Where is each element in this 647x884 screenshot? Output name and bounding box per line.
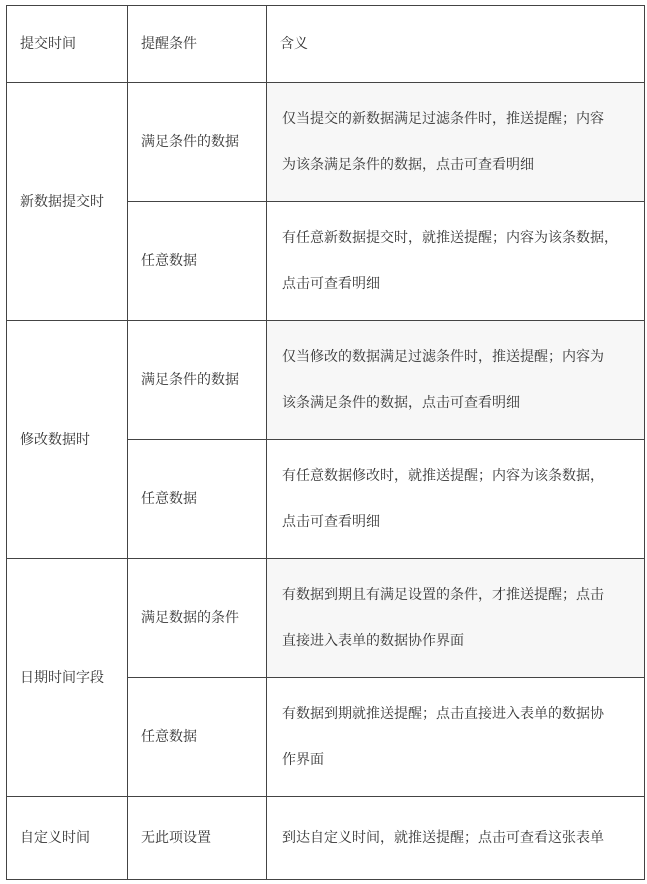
condition-cell: 任意数据: [128, 202, 267, 321]
condition-cell: 满足条件的数据: [128, 83, 267, 202]
table-header-row: [7, 6, 645, 83]
header-submit-time: 提交时间: [7, 6, 128, 83]
condition-cell: 任意数据: [128, 678, 267, 797]
reminder-rules-table: [6, 5, 645, 880]
meaning-cell: [267, 321, 645, 440]
meaning-line: 有数据到期就推送提醒；点击直接进入表单的数据协: [282, 706, 604, 722]
meaning-line: 该条满足条件的数据，点击可查看明细: [282, 395, 520, 411]
header-reminder-condition: 提醒条件: [128, 6, 267, 83]
meaning-line: 仅当修改的数据满足过滤条件时，推送提醒；内容为: [282, 349, 604, 365]
meaning-line: 为该条满足条件的数据，点击可查看明细: [282, 157, 534, 173]
reminder-table-container: [6, 5, 645, 880]
time-cell-datetime-field: 日期时间字段: [7, 559, 128, 797]
time-cell-new-submission: 新数据提交时: [7, 83, 128, 321]
table-row: [7, 321, 645, 440]
table-row: [7, 797, 645, 880]
meaning-line: 有任意数据修改时，就推送提醒；内容为该条数据，: [282, 468, 604, 484]
condition-cell: 满足数据的条件: [128, 559, 267, 678]
meaning-line: 有任意新数据提交时，就推送提醒；内容为该条数据，: [282, 230, 618, 246]
condition-cell: 满足条件的数据: [128, 321, 267, 440]
condition-cell: 无此项设置: [128, 797, 267, 880]
table-row: [7, 83, 645, 202]
meaning-cell: [267, 678, 645, 797]
meaning-cell: [267, 202, 645, 321]
meaning-line: 到达自定义时间，就推送提醒；点击可查看这张表单: [282, 830, 604, 846]
time-cell-modify-data: 修改数据时: [7, 321, 128, 559]
meaning-line: 作界面: [282, 752, 324, 768]
meaning-line: 有数据到期且有满足设置的条件，才推送提醒；点击: [282, 587, 604, 603]
table-row: [7, 559, 645, 678]
meaning-cell: [267, 83, 645, 202]
meaning-line: 仅当提交的新数据满足过滤条件时，推送提醒；内容: [282, 111, 604, 127]
time-cell-custom-time: 自定义时间: [7, 797, 128, 880]
meaning-cell: [267, 559, 645, 678]
meaning-line: 点击可查看明细: [282, 514, 380, 530]
meaning-cell: [267, 440, 645, 559]
meaning-line: 点击可查看明细: [282, 276, 380, 292]
meaning-line: 直接进入表单的数据协作界面: [282, 633, 464, 649]
header-meaning: 含义: [267, 6, 645, 83]
meaning-cell: [267, 797, 645, 880]
condition-cell: 任意数据: [128, 440, 267, 559]
